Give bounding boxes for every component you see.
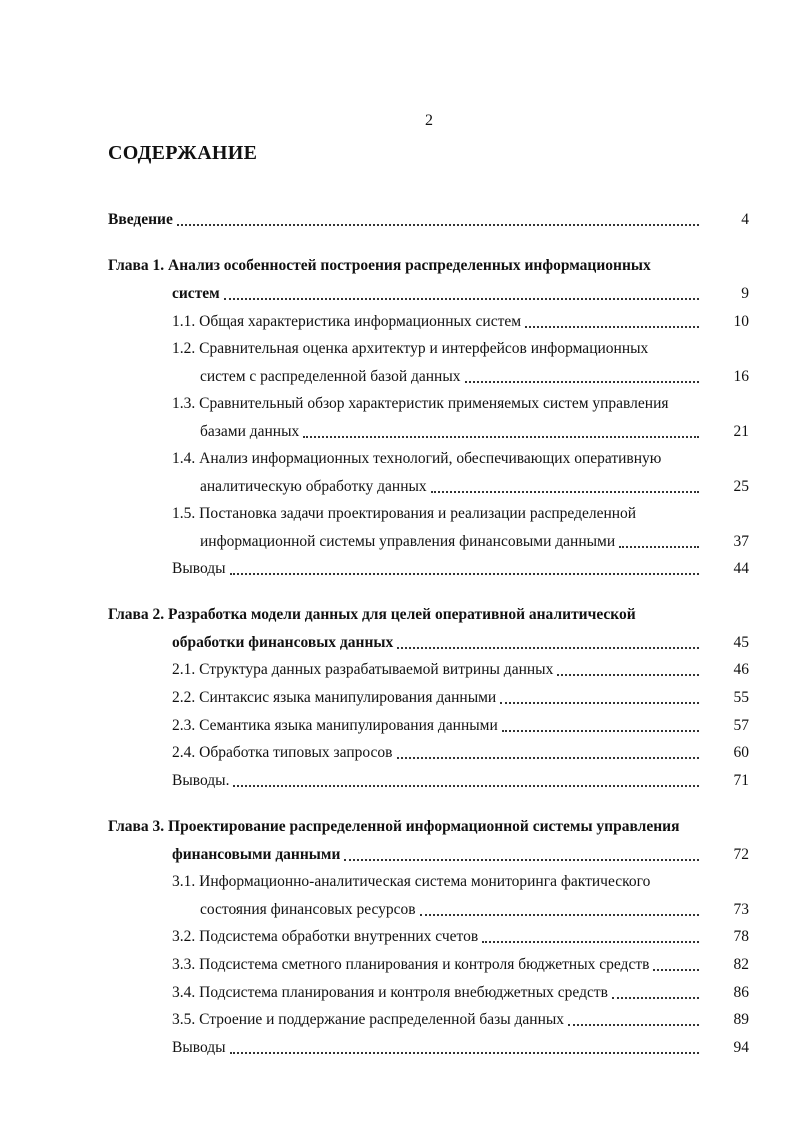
- toc-entry-text: систем: [172, 285, 220, 302]
- toc-entry[interactable]: [172, 845, 703, 865]
- toc-page-number: 72: [733, 846, 749, 863]
- toc-entry-text: Введение: [108, 211, 173, 228]
- toc-page-number: 37: [733, 533, 749, 550]
- toc-entry-text: Глава 2. Разработка модели данных для целей оперативной аналитической: [108, 606, 636, 623]
- toc-entry-text: систем с распределенной базой данных: [200, 368, 461, 385]
- toc-page-number: 45: [733, 634, 749, 651]
- dot-leader: [500, 701, 699, 704]
- toc-entry[interactable]: [172, 312, 703, 332]
- toc-entry-text: 2.4. Обработка типовых запросов: [172, 744, 393, 761]
- toc-page-number: 55: [733, 689, 749, 706]
- toc-page-number: 73: [733, 901, 749, 918]
- dot-leader: [482, 940, 699, 943]
- toc-entry[interactable]: [172, 955, 703, 975]
- toc-entry[interactable]: [172, 1038, 703, 1058]
- toc-entry-text: финансовыми данными: [172, 846, 341, 863]
- toc-entry-text: 3.3. Подсистема сметного планирования и контроля бюджетных средств: [172, 956, 650, 973]
- dot-leader: [230, 572, 699, 575]
- toc-page-number: 94: [733, 1039, 749, 1056]
- dot-leader: [568, 1023, 699, 1026]
- toc-page-number: 16: [733, 368, 749, 385]
- toc-entry-text: базами данных: [200, 423, 300, 440]
- dot-leader: [619, 545, 699, 548]
- toc-page-number: 44: [733, 560, 749, 577]
- toc-entry[interactable]: [172, 743, 703, 763]
- dot-leader: [303, 435, 699, 438]
- page-title: СОДЕРЖАНИЕ: [108, 142, 258, 164]
- toc-entry[interactable]: [200, 367, 703, 387]
- toc-entry-text: Выводы: [172, 560, 226, 577]
- dot-leader: [653, 968, 699, 971]
- toc-entry-text: состояния финансовых ресурсов: [200, 901, 416, 918]
- dot-leader: [502, 729, 699, 732]
- toc-page-number: 9: [741, 285, 749, 302]
- toc-entry[interactable]: [200, 532, 703, 552]
- toc-entry-text: 2.1. Структура данных разрабатываемой витрины данных: [172, 661, 554, 678]
- toc-entry[interactable]: [172, 660, 703, 680]
- toc-entry[interactable]: [172, 633, 703, 653]
- toc-entry-text: 1.1. Общая характеристика информационных систем: [172, 313, 522, 330]
- dot-leader: [397, 756, 700, 759]
- page-number: 2: [425, 112, 433, 129]
- toc-entry-text: аналитическую обработку данных: [200, 478, 427, 495]
- toc-page-number: 82: [733, 956, 749, 973]
- toc-entry-text: 1.5. Постановка задачи проектирования и реализации распределенной: [172, 505, 637, 522]
- toc-entry[interactable]: [172, 688, 703, 708]
- toc-entry-text: Выводы.: [172, 772, 230, 789]
- toc-page-number: 60: [733, 744, 749, 761]
- toc-entry[interactable]: [172, 559, 703, 579]
- dot-leader: [230, 1051, 699, 1054]
- toc-entry[interactable]: [172, 284, 703, 304]
- toc-entry[interactable]: [172, 927, 703, 947]
- toc-entry[interactable]: [200, 900, 703, 920]
- dot-leader: [420, 913, 699, 916]
- toc-page-number: 46: [733, 661, 749, 678]
- toc-entry-text: обработки финансовых данных: [172, 634, 394, 651]
- toc-page-number: 21: [733, 423, 749, 440]
- toc-entry[interactable]: [200, 477, 703, 497]
- toc-page-number: 78: [733, 928, 749, 945]
- toc-entry-text: 3.4. Подсистема планирования и контроля внебюджетных средств: [172, 984, 608, 1001]
- dot-leader: [397, 646, 699, 649]
- toc-page-number: 25: [733, 478, 749, 495]
- toc-entry[interactable]: [108, 210, 703, 230]
- toc-entry-text: 1.4. Анализ информационных технологий, обеспечивающих оперативную: [172, 450, 662, 467]
- toc-entry-text: Глава 1. Анализ особенностей построения распределенных информационных: [108, 257, 651, 274]
- dot-leader: [233, 784, 699, 787]
- toc-entry-text: 2.2. Синтаксис языка манипулирования данными: [172, 689, 497, 706]
- toc-page-number: 57: [733, 717, 749, 734]
- toc-entry-text: 1.3. Сравнительный обзор характеристик применяемых систем управления: [172, 395, 669, 412]
- dot-leader: [612, 996, 699, 999]
- toc-entry-text: Глава 3. Проектирование распределенной информационной системы управления: [108, 818, 680, 835]
- toc-entry[interactable]: [200, 422, 703, 442]
- dot-leader: [344, 858, 699, 861]
- toc-page-number: 71: [733, 772, 749, 789]
- toc-entry[interactable]: [172, 1010, 703, 1030]
- toc-entry[interactable]: [172, 716, 703, 736]
- toc-page-number: 4: [741, 211, 749, 228]
- toc-entry-text: 3.5. Строение и поддержание распределенной базы данных: [172, 1011, 565, 1028]
- toc-entry-text: 3.2. Подсистема обработки внутренних счетов: [172, 928, 479, 945]
- dot-leader: [431, 490, 699, 493]
- toc-page-number: 10: [733, 313, 749, 330]
- dot-leader: [557, 673, 699, 676]
- dot-leader: [525, 325, 699, 328]
- dot-leader: [224, 297, 699, 300]
- toc-entry-text: 1.2. Сравнительная оценка архитектур и интерфейсов информационных: [172, 340, 649, 357]
- toc-page-number: 89: [733, 1011, 749, 1028]
- toc-entry-text: информационной системы управления финансовыми данными: [200, 533, 616, 550]
- toc-page-number: 86: [733, 984, 749, 1001]
- toc-entry[interactable]: [172, 983, 703, 1003]
- toc-entry-text: 3.1. Информационно-аналитическая система мониторинга фактического: [172, 873, 651, 890]
- dot-leader: [177, 223, 699, 226]
- toc-entry[interactable]: [172, 771, 703, 791]
- toc-entry-text: Выводы: [172, 1039, 226, 1056]
- toc-entry-text: 2.3. Семантика языка манипулирования данными: [172, 717, 498, 734]
- dot-leader: [465, 380, 699, 383]
